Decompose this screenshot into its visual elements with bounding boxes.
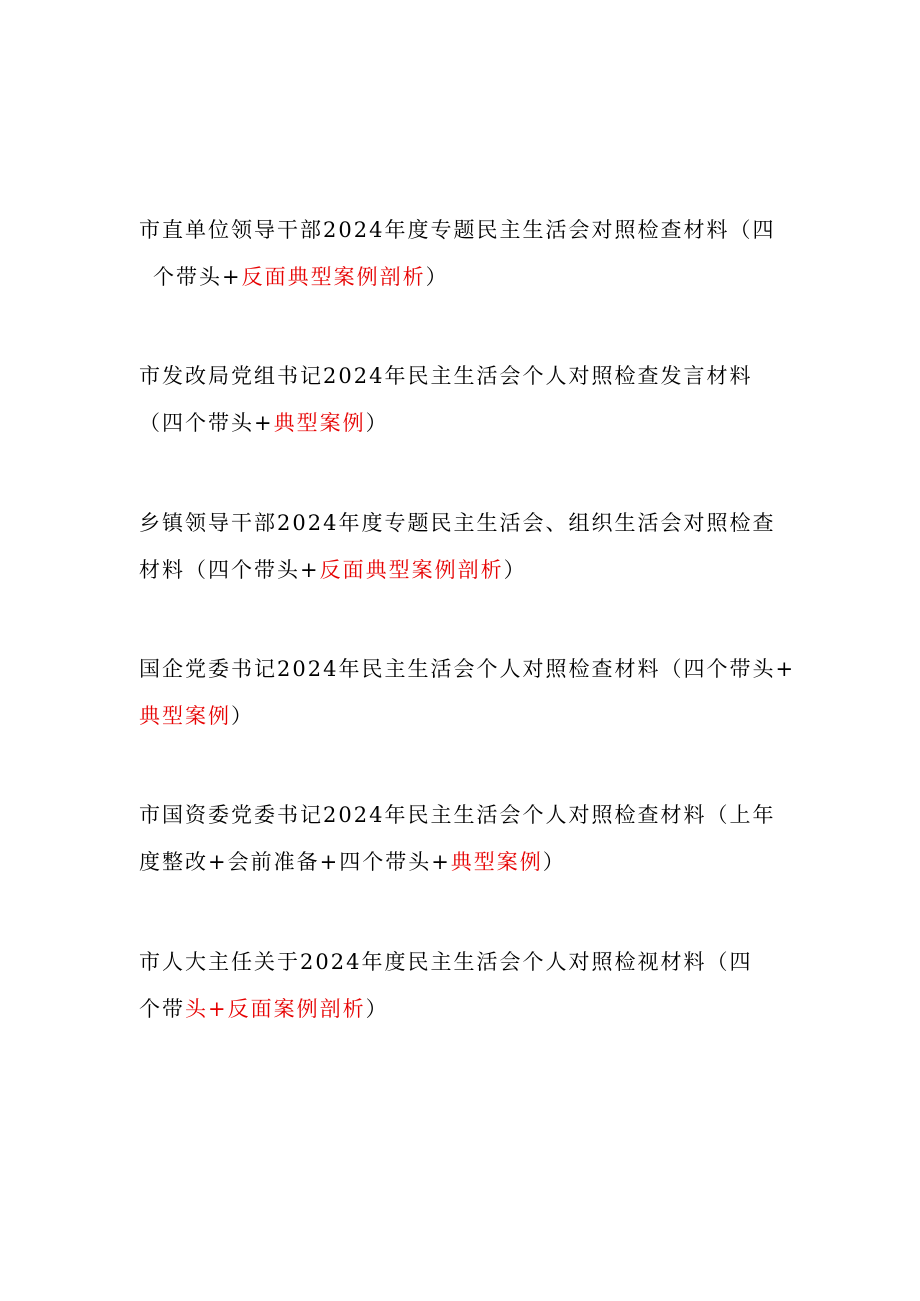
highlight-text: 头+反面案例剖析: [185, 997, 366, 1021]
highlight-text: 反面典型案例剖析: [241, 265, 426, 289]
title-line: 材料（四个带头+反面典型案例剖析）: [139, 558, 527, 582]
document-title-5: [139, 792, 789, 886]
title-line: 国企党委书记2024年民主生活会个人对照检查材料（四个带头+: [139, 657, 796, 681]
highlight-text: 典型案例: [450, 850, 543, 874]
title-line: 典型案例）: [139, 704, 254, 728]
document-title-4: [139, 646, 796, 740]
title-line: 乡镇领导干部2024年度专题民主生活会、组织生活会对照检查: [139, 511, 776, 535]
document-title-1: [139, 207, 789, 301]
title-line: 市直单位领导干部2024年度专题民主生活会对照检查材料（四: [139, 218, 776, 242]
document-title-2: [139, 353, 789, 447]
title-line: 市国资委党委书记2024年民主生活会个人对照检查材料（上年: [139, 803, 776, 827]
title-line: 度整改+会前准备+四个带头+典型案例）: [139, 850, 566, 874]
document-title-3: [139, 500, 789, 594]
title-line: （四个带头+典型案例）: [139, 411, 389, 435]
highlight-text: 典型案例: [139, 704, 231, 728]
highlight-text: 反面典型案例剖析: [319, 558, 504, 582]
title-line: 市发改局党组书记2024年民主生活会个人对照检查发言材料: [139, 364, 753, 388]
title-line: 个带头+反面案例剖析）: [139, 997, 389, 1021]
title-line: 市人大主任关于2024年度民主生活会个人对照检视材料（四: [139, 950, 753, 974]
document-title-6: [139, 939, 789, 1033]
highlight-text: 典型案例: [273, 411, 366, 435]
title-line: 个带头+反面典型案例剖析）: [153, 265, 449, 289]
